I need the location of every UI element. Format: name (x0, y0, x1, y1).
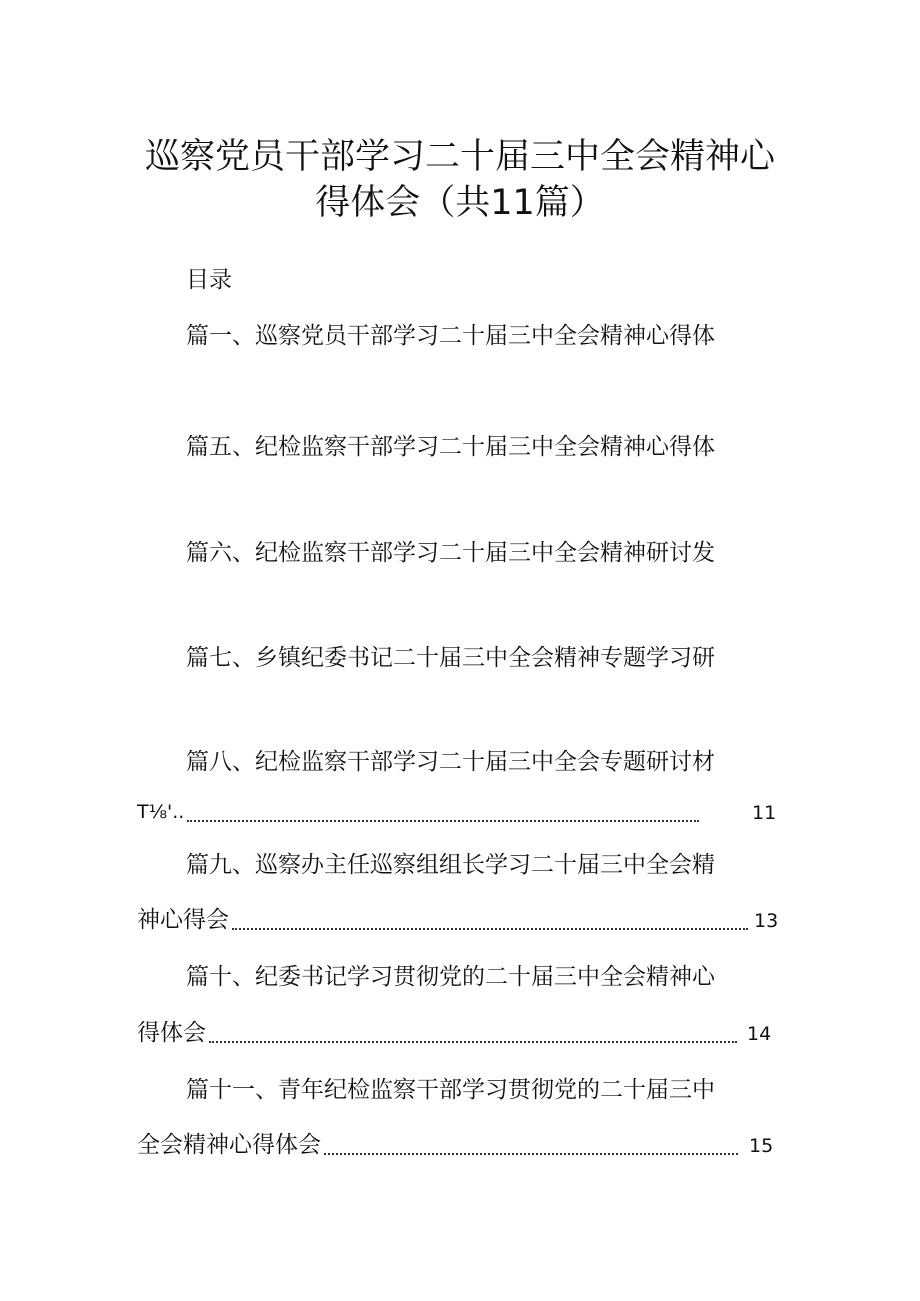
toc-entry-9-continuation[interactable] (137, 904, 751, 936)
toc-entry-11-continuation[interactable] (137, 1129, 741, 1161)
dot-leader (209, 1041, 737, 1043)
toc-entry-7[interactable]: 篇七、乡镇纪委书记二十届三中全会精神专题学习研 (186, 645, 715, 671)
toc-entry-6[interactable]: 篇六、纪检监察干部学习二十届三中全会精神研讨发 (186, 540, 715, 566)
toc-entry-5[interactable]: 篇五、纪检监察干部学习二十届三中全会精神心得体 (186, 434, 715, 460)
toc-entry-10[interactable]: 篇十、纪委书记学习贯彻党的二十届三中全会精神心 (186, 964, 715, 990)
toc-entry-11-page: 15 (749, 1135, 774, 1157)
toc-entry-1[interactable]: 篇一、巡察党员干部学习二十届三中全会精神心得体 (186, 323, 715, 349)
toc-entry-8[interactable]: 篇八、纪检监察干部学习二十届三中全会专题研讨材 (186, 749, 715, 775)
toc-entry-11[interactable]: 篇十一、青年纪检监察干部学习贯彻党的二十届三中 (186, 1077, 715, 1103)
toc-entry-8-cont-text: T⅛'.. (137, 801, 185, 823)
toc-entry-10-cont-text: 得体会 (137, 1020, 206, 1046)
dot-leader (324, 1153, 738, 1155)
toc-entry-9-cont-text: 神心得会 (137, 907, 229, 933)
toc-heading: 目录 (186, 267, 232, 293)
toc-entry-11-cont-text: 全会精神心得体会 (137, 1132, 321, 1158)
dot-leader (187, 820, 699, 822)
title-line-2: 得体会（共11篇） (315, 183, 605, 223)
toc-entry-9-page: 13 (754, 910, 779, 932)
toc-entry-10-continuation[interactable] (137, 1017, 740, 1049)
toc-entry-10-page: 14 (747, 1023, 772, 1045)
title-line-1: 巡察党员干部学习二十届三中全会精神心 (144, 137, 775, 177)
toc-entry-8-continuation[interactable] (137, 796, 702, 828)
toc-entry-9[interactable]: 篇九、巡察办主任巡察组组长学习二十届三中全会精 (186, 852, 715, 878)
dot-leader (232, 928, 748, 930)
toc-entry-8-page: 11 (752, 802, 777, 824)
